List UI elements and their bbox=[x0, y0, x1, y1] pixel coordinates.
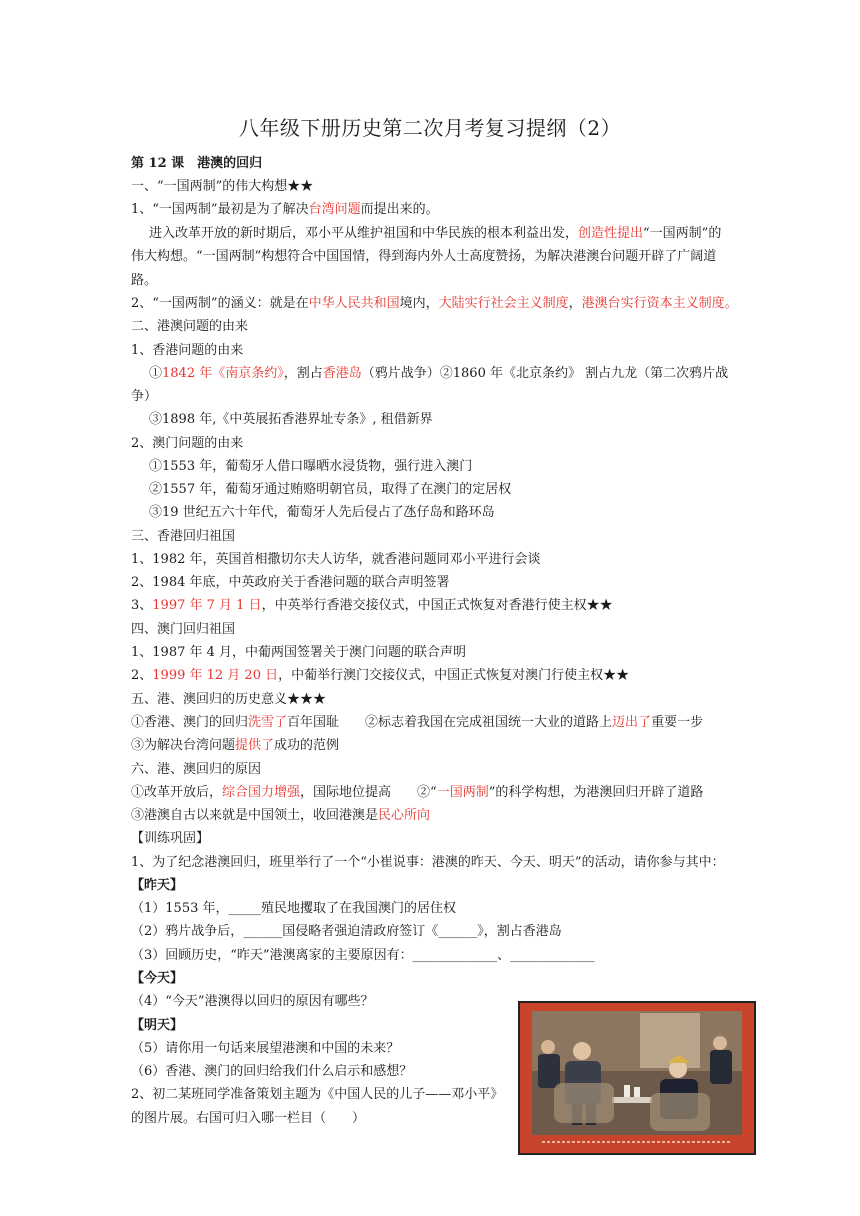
s3-item-2: 2、1984 年底，中英政府关于香港问题的联合声明签署 bbox=[131, 575, 450, 590]
section-4-heading: 四、澳门回归祖国 bbox=[131, 622, 236, 637]
historical-photo bbox=[518, 1001, 756, 1155]
section-3-heading: 三、香港回归祖国 bbox=[131, 529, 236, 544]
s1-para-line-3: 路。 bbox=[131, 273, 158, 288]
s3-item-1: 1、1982 年，英国首相撒切尔夫人访华，就香港问题同邓小平进行会谈 bbox=[131, 552, 541, 567]
photo-illustration bbox=[520, 1003, 754, 1153]
s2-mo-1: ①1553 年，葡萄牙人借口曝晒水浸货物，强行进入澳门 bbox=[149, 459, 473, 474]
s6-line-1: ①改革开放后，综合国力增强，国际地位提高 ②“一国两制”的科学构想，为港澳回归开辟了道路 bbox=[131, 785, 704, 800]
ex-q1-part-5: （5）请你用一句话来展望港澳和中国的未来？ bbox=[131, 1041, 400, 1056]
s2-sub-1: 1、香港问题的由来 bbox=[131, 343, 244, 358]
ex-q1-part-2: （2）鸦片战争后，______国侵略者强迫清政府签订《______》，割占香港岛 bbox=[131, 924, 562, 939]
s6-line-2: ③港澳自古以来就是中国领土，收回港澳是民心所向 bbox=[131, 808, 431, 823]
ex-q1-part-6: （6）香港、澳门的回归给我们什么启示和感想？ bbox=[131, 1064, 413, 1079]
s1-item-2: 2、“一国两制”的涵义：就是在中华人民共和国境内，大陆实行社会主义制度，港澳台实行资本主义制度。 bbox=[131, 296, 738, 311]
lesson-heading: 第 12 课 港澳的回归 bbox=[131, 156, 263, 171]
s2-hk-3: ③1898 年,《中英展拓香港界址专条》, 租借新界 bbox=[149, 412, 433, 427]
s2-hk-1: ①1842 年《南京条约》，割占香港岛（鸦片战争）②1860 年《北京条约》 割占九龙（第二次鸦片战 bbox=[149, 366, 729, 381]
s1-item-1: 1、“一国两制”最初是为了解决台湾问题而提出来的。 bbox=[131, 202, 439, 217]
s4-item-1: 1、1987 年 4 月，中葡两国签署关于澳门问题的联合声明 bbox=[131, 645, 467, 660]
tomorrow-heading: 【明天】 bbox=[131, 1018, 184, 1033]
s3-item-3: 3、1997 年 7 月 1 日，中英举行香港交接仪式，中国正式恢复对香港行使主权★★ bbox=[131, 598, 613, 613]
today-heading: 【今天】 bbox=[131, 971, 184, 986]
section-5-heading: 五、港、澳回归的历史意义★★★ bbox=[131, 692, 327, 707]
s2-sub-2: 2、澳门问题的由来 bbox=[131, 436, 244, 451]
section-2-heading: 二、港澳问题的由来 bbox=[131, 319, 249, 334]
s4-item-2: 2、1999 年 12 月 20 日，中葡举行澳门交接仪式，中国正式恢复对澳门行使主权★★ bbox=[131, 668, 630, 683]
ex-q1-part-3: （3）回顾历史，“昨天”港澳离家的主要原因有：_____________、_____________ bbox=[131, 948, 595, 963]
exercise-q1: 1、为了纪念港澳回归，班里举行了一个“小崔说事：港澳的昨天、今天、明天”的活动，请你参与其中： bbox=[131, 855, 725, 870]
page-title: 八年级下册历史第二次月考复习提纲（2） bbox=[238, 116, 622, 140]
section-6-heading: 六、港、澳回归的原因 bbox=[131, 762, 262, 777]
s1-para-line-1: 进入改革开放的新时期后，邓小平从维护祖国和中华民族的根本利益出发，创造性提出“一国两制”的 bbox=[149, 226, 722, 241]
s1-para-line-2: 伟大构想。“一国两制”构想符合中国国情，得到海内外人士高度赞扬，为解决港澳台问题开辟了广阔道 bbox=[131, 249, 717, 264]
exercise-q2-line-2: 的图片展。右国可归入哪一栏目（ ） bbox=[131, 1111, 366, 1126]
ex-q1-part-1: （1）1553 年，_____殖民地攫取了在我国澳门的居住权 bbox=[131, 901, 456, 916]
s5-line-2: ③为解决台湾问题提供了成功的范例 bbox=[131, 738, 340, 753]
ex-q1-part-4: （4）“今天”港澳得以回归的原因有哪些？ bbox=[131, 994, 374, 1009]
s2-mo-3: ③19 世纪五六十年代，葡萄牙人先后侵占了氹仔岛和路环岛 bbox=[149, 505, 495, 520]
s2-hk-1-cont: 争） bbox=[131, 389, 158, 404]
s5-line-1: ①香港、澳门的回归洗雪了百年国耻 ②标志着我国在完成祖国统一大业的道路上迈出了重要一步 bbox=[131, 715, 704, 730]
yesterday-heading: 【昨天】 bbox=[131, 878, 184, 893]
section-1-heading: 一、“一国两制”的伟大构想★★ bbox=[131, 179, 314, 194]
s2-mo-2: ②1557 年，葡萄牙通过贿赂明朝官员，取得了在澳门的定居权 bbox=[149, 482, 512, 497]
exercise-heading: 【训练巩固】 bbox=[131, 831, 210, 846]
exercise-q2-line-1: 2、初二某班同学准备策划主题为《中国人民的儿子——邓小平》 bbox=[131, 1087, 504, 1102]
